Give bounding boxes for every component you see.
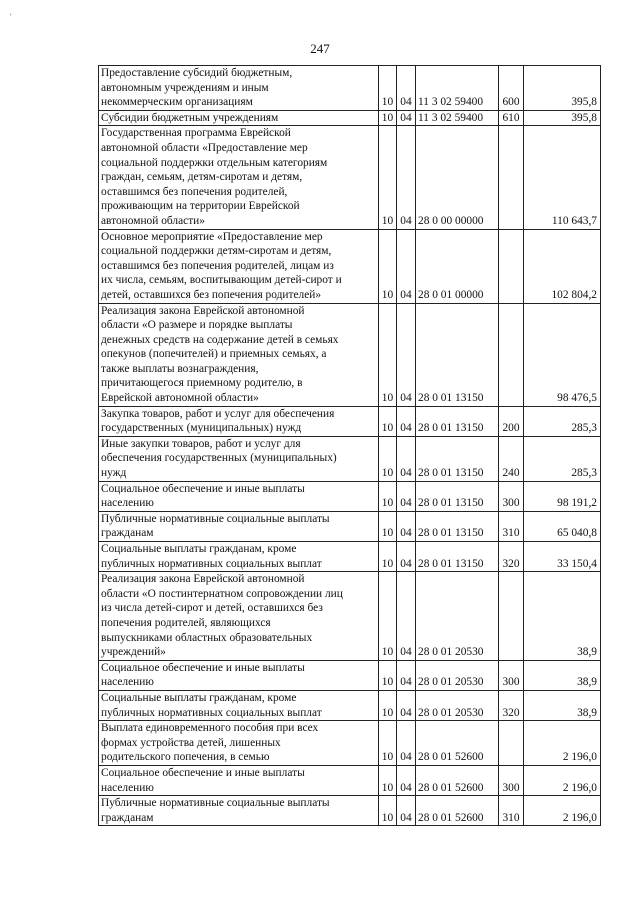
- row-target-article: 28 0 01 00000: [416, 229, 499, 303]
- table-row: [99, 690, 601, 720]
- table-row: [99, 303, 601, 406]
- row-section: 10: [379, 721, 397, 766]
- row-amount: 33 150,4: [524, 542, 601, 572]
- row-description: Предоставление субсидий бюджетным, автономным учреждениям и иным некоммерческим организациям: [99, 66, 379, 111]
- row-amount: 395,8: [524, 110, 601, 126]
- row-target-article: 28 0 01 52600: [416, 796, 499, 826]
- table-row: [99, 542, 601, 572]
- table-row: [99, 110, 601, 126]
- row-section: 10: [379, 66, 397, 111]
- row-target-article: 28 0 01 13150: [416, 511, 499, 541]
- table-row: [99, 796, 601, 826]
- page-number: 247: [310, 41, 330, 56]
- row-target-article: 28 0 01 13150: [416, 303, 499, 406]
- row-subsection: 04: [397, 721, 416, 766]
- row-target-article: 28 0 01 13150: [416, 436, 499, 481]
- row-amount: 38,9: [524, 690, 601, 720]
- row-section: 10: [379, 436, 397, 481]
- row-subsection: 04: [397, 542, 416, 572]
- row-description: Социальное обеспечение и иные выплаты населению: [99, 481, 379, 511]
- table-row: [99, 436, 601, 481]
- row-description: Закупка товаров, работ и услуг для обеспечения государственных (муниципальных) нужд: [99, 406, 379, 436]
- row-amount: 38,9: [524, 660, 601, 690]
- row-subsection: 04: [397, 229, 416, 303]
- table-row: [99, 481, 601, 511]
- row-description: Социальные выплаты гражданам, кроме публичных нормативных социальных выплат: [99, 690, 379, 720]
- row-target-article: 11 3 02 59400: [416, 110, 499, 126]
- row-amount: 110 643,7: [524, 126, 601, 229]
- row-section: 10: [379, 511, 397, 541]
- table-row: [99, 511, 601, 541]
- row-expense-type: [499, 721, 524, 766]
- row-section: 10: [379, 765, 397, 795]
- row-subsection: 04: [397, 511, 416, 541]
- table-row: [99, 572, 601, 661]
- row-target-article: 28 0 01 13150: [416, 406, 499, 436]
- table-row: [99, 660, 601, 690]
- table-row: [99, 406, 601, 436]
- table-row: [99, 765, 601, 795]
- row-amount: 285,3: [524, 406, 601, 436]
- row-description: Реализация закона Еврейской автономной области «О постинтернатном сопровождении лиц из числа детей-сирот и детей, оставшихся без попечения родителей, являющихся выпускниками областных образовательных учреждений»: [99, 572, 379, 661]
- row-expense-type: 310: [499, 796, 524, 826]
- row-subsection: 04: [397, 110, 416, 126]
- row-amount: 395,8: [524, 66, 601, 111]
- row-amount: 2 196,0: [524, 765, 601, 795]
- row-amount: 2 196,0: [524, 721, 601, 766]
- row-subsection: 04: [397, 481, 416, 511]
- row-description: Основное мероприятие «Предоставление мер социальной поддержки детям-сиротам и детям, оставшимся без попечения родителей, лицам из их числа, семьям, воспитывающим детей-сирот и детей, оставшихся без попечения родителей»: [99, 229, 379, 303]
- row-subsection: 04: [397, 436, 416, 481]
- row-expense-type: 320: [499, 690, 524, 720]
- row-subsection: 04: [397, 660, 416, 690]
- table-row: [99, 66, 601, 111]
- row-subsection: 04: [397, 572, 416, 661]
- row-expense-type: 320: [499, 542, 524, 572]
- row-amount: 98 191,2: [524, 481, 601, 511]
- row-description: Социальное обеспечение и иные выплаты населению: [99, 765, 379, 795]
- row-description: Социальные выплаты гражданам, кроме публичных нормативных социальных выплат: [99, 542, 379, 572]
- row-description: Публичные нормативные социальные выплаты гражданам: [99, 796, 379, 826]
- row-expense-type: 300: [499, 660, 524, 690]
- row-expense-type: 300: [499, 481, 524, 511]
- row-subsection: 04: [397, 126, 416, 229]
- row-section: 10: [379, 126, 397, 229]
- row-description: Социальное обеспечение и иные выплаты населению: [99, 660, 379, 690]
- row-section: 10: [379, 406, 397, 436]
- row-description: Выплата единовременного пособия при всех формах устройства детей, лишенных родительского попечения, в семью: [99, 721, 379, 766]
- row-target-article: 28 0 01 13150: [416, 542, 499, 572]
- row-subsection: 04: [397, 796, 416, 826]
- table-row: [99, 721, 601, 766]
- row-expense-type: 200: [499, 406, 524, 436]
- row-section: 10: [379, 660, 397, 690]
- row-expense-type: [499, 126, 524, 229]
- row-expense-type: 310: [499, 511, 524, 541]
- row-target-article: 28 0 01 13150: [416, 481, 499, 511]
- row-section: 10: [379, 481, 397, 511]
- row-target-article: 28 0 01 20530: [416, 660, 499, 690]
- row-expense-type: 600: [499, 66, 524, 111]
- row-section: 10: [379, 690, 397, 720]
- row-target-article: 28 0 01 52600: [416, 721, 499, 766]
- row-section: 10: [379, 303, 397, 406]
- row-expense-type: [499, 572, 524, 661]
- scan-mark: ': [10, 12, 12, 22]
- row-expense-type: 610: [499, 110, 524, 126]
- budget-table-body: [99, 66, 601, 826]
- row-expense-type: 240: [499, 436, 524, 481]
- row-subsection: 04: [397, 765, 416, 795]
- row-description: Государственная программа Еврейской автономной области «Предоставление мер социальной поддержки отдельным категориям граждан, семьям, детям-сиротам и детям, оставшимся без попечения родителей, проживающим на территории Еврейской автономной области»: [99, 126, 379, 229]
- row-target-article: 28 0 00 00000: [416, 126, 499, 229]
- row-description: Реализация закона Еврейской автономной области «О размере и порядке выплаты денежных средств на содержание детей в семьях опекунов (попечителей) и приемных семьях, а также выплаты вознаграждения, причитающегося приемному родителю, в Еврейской автономной области»: [99, 303, 379, 406]
- row-amount: 98 476,5: [524, 303, 601, 406]
- table-row: [99, 229, 601, 303]
- row-expense-type: 300: [499, 765, 524, 795]
- table-row: [99, 126, 601, 229]
- row-amount: 65 040,8: [524, 511, 601, 541]
- row-target-article: 28 0 01 20530: [416, 572, 499, 661]
- row-target-article: 28 0 01 52600: [416, 765, 499, 795]
- row-description: Субсидии бюджетным учреждениям: [99, 110, 379, 126]
- row-amount: 102 804,2: [524, 229, 601, 303]
- row-subsection: 04: [397, 66, 416, 111]
- row-subsection: 04: [397, 303, 416, 406]
- budget-table: [98, 65, 601, 826]
- row-target-article: 28 0 01 20530: [416, 690, 499, 720]
- row-description: Публичные нормативные социальные выплаты гражданам: [99, 511, 379, 541]
- row-expense-type: [499, 303, 524, 406]
- row-section: 10: [379, 572, 397, 661]
- row-section: 10: [379, 229, 397, 303]
- row-section: 10: [379, 796, 397, 826]
- row-target-article: 11 3 02 59400: [416, 66, 499, 111]
- row-section: 10: [379, 542, 397, 572]
- row-subsection: 04: [397, 406, 416, 436]
- row-description: Иные закупки товаров, работ и услуг для обеспечения государственных (муниципальных) нужд: [99, 436, 379, 481]
- row-section: 10: [379, 110, 397, 126]
- row-subsection: 04: [397, 690, 416, 720]
- row-amount: 2 196,0: [524, 796, 601, 826]
- row-amount: 38,9: [524, 572, 601, 661]
- row-expense-type: [499, 229, 524, 303]
- row-amount: 285,3: [524, 436, 601, 481]
